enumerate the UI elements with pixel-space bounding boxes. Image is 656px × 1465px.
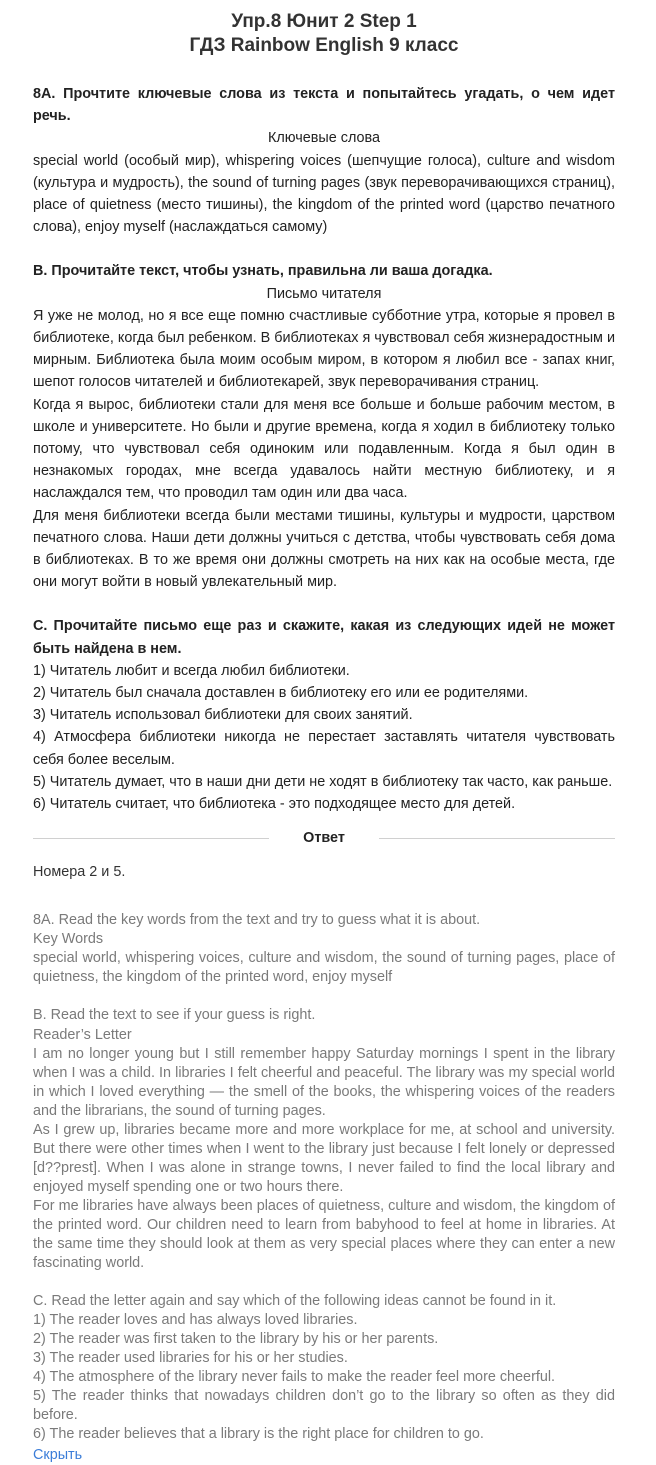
task-b-subtitle: Письмо читателя	[266, 285, 382, 302]
english-c-item: 1) The reader loves and has always loved libraries.	[33, 1312, 358, 1329]
english-c-item: 2) The reader was first taken to the library by his or her parents.	[33, 1331, 439, 1348]
task-8a-subtitle: Ключевые слова	[268, 130, 380, 147]
spacer	[33, 593, 615, 615]
task-b-heading: B. Прочитайте текст, чтобы узнать, правильна ли ваша догадка.	[33, 263, 493, 280]
task-b-paragraph: Я уже не молод, но я все еще помню счастливые субботние утра, которые я провел в библиотеке, когда был ребенком. В библиотеках я чувствовал себя жизнерадостным и мирным. Библиотека была моим особым миром, в котором я любил все - запах книг, шепот голосов читателей и библиотекарей, звук переворачивания страниц.	[33, 307, 615, 391]
divider-line-right	[379, 838, 615, 839]
task-c-item: 4) Атмосфера библиотеки никогда не перестает заставлять читателя чувствовать себя более веселым.	[33, 729, 615, 768]
english-b-heading: B. Read the text to see if your guess is right.	[33, 1007, 316, 1024]
task-8a-section	[33, 83, 615, 238]
task-c-heading: C. Прочитайте письмо еще раз и скажите, какая из следующих идей не может быть найдена в нем.	[33, 618, 615, 657]
task-c-item: 6) Читатель считает, что библиотека - это подходящее место для детей.	[33, 796, 516, 813]
english-c-item: 4) The atmosphere of the library never fails to make the reader feel more cheerful.	[33, 1369, 556, 1386]
page-title-line2: ГДЗ Rainbow English 9 класс	[189, 35, 459, 56]
spacer	[33, 987, 615, 1006]
task-b-paragraph: Когда я вырос, библиотеки стали для меня все больше и больше рабочим местом, в школе и университете. Но были и другие времена, когда я ходил в библиотеку только потому, что чувствовал себя одиноким или подавленным. Когда я был один в незнакомых городах, мне всегда удавалось найти местную библиотеку, и я наслаждался тем, что проводил там один или два часа.	[33, 396, 615, 502]
english-c-item: 3) The reader used libraries for his or her studies.	[33, 1350, 348, 1367]
hide-link[interactable]: Скрыть	[33, 1446, 83, 1463]
english-c-item: 6) The reader believes that a library is the right place for children to go.	[33, 1426, 484, 1443]
english-8a-heading: 8A. Read the key words from the text and try to guess what it is about.	[33, 912, 481, 929]
answer-divider	[33, 827, 615, 849]
english-8a-text: special world, whispering voices, culture and wisdom, the sound of turning pages, place of quietness, the kingdom of the printed word, enjoy myself	[33, 950, 615, 986]
answer-label: Ответ	[303, 830, 345, 847]
task-8a-heading: 8А. Прочтите ключевые слова из текста и попытайтесь угадать, о чем идет речь.	[33, 86, 615, 125]
english-b-paragraph: As I grew up, libraries became more and more workplace for me, at school and university. But there were other times when I went to the library just because I felt lonely or depressed [d??prest]. When I was alone in strange towns, I never failed to find the local library and enjoyed myself spending one or two hours there.	[33, 1121, 615, 1195]
task-c-item: 2) Читатель был сначала доставлен в библиотеку его или ее родителями.	[33, 685, 529, 702]
answer-text: Номера 2 и 5.	[33, 864, 126, 881]
task-b-section	[33, 260, 615, 593]
task-b-paragraph: Для меня библиотеки всегда были местами тишины, культуры и мудрости, царством печатного слова. Наши дети должны учиться с детства, чтобы чувствовать себя дома в библиотеках. В то же время они должны смотреть на них как на особые места, где они могут войти в новый увлекательный мир.	[33, 507, 615, 591]
english-b-paragraph: For me libraries have always been places of quietness, culture and wisdom, the kingdom of the printed word. Our children need to learn from babyhood to feel at home in libraries. At the same time they should look at them as very special places where they can enter a new fascinating world.	[33, 1197, 615, 1272]
spacer	[33, 1273, 615, 1292]
english-b-paragraph: I am no longer young but I still remember happy Saturday mornings I spent in the library when I was a child. In libraries I felt cheerful and peaceful. The library was my special world in which I loved everything — the smell of the books, the whispering voices of the readers and the librarians, the sound of turning pages.	[33, 1045, 615, 1119]
english-b-subtitle: Reader’s Letter	[33, 1026, 132, 1043]
english-c-section	[33, 1292, 615, 1444]
task-8a-text: special world (особый мир), whispering voices (шепчущие голоса), culture and wisdom (культура и мудрость), the sound of turning pages (звук переворачивающихся страниц), place of quietness (место тишины), the kingdom of the printed word (царство печатного слова), enjoy myself (наслаждаться самому)	[33, 152, 615, 236]
english-c-item: 5) The reader thinks that nowadays children don’t go to the library so often as they did before.	[33, 1388, 615, 1424]
english-b-section	[33, 1006, 615, 1273]
page-header	[33, 10, 615, 58]
spacer	[33, 238, 615, 260]
task-c-item: 3) Читатель использовал библиотеки для своих занятий.	[33, 707, 413, 724]
task-c-item: 1) Читатель любит и всегда любил библиотеки.	[33, 662, 350, 679]
task-c-item: 5) Читатель думает, что в наши дни дети не ходят в библиотеку так часто, как раньше.	[33, 773, 613, 790]
page-title-line1: Упр.8 Юнит 2 Step 1	[231, 11, 417, 32]
english-8a-section	[33, 911, 615, 987]
english-c-heading: C. Read the letter again and say which of the following ideas cannot be found in it.	[33, 1293, 557, 1310]
english-8a-subtitle: Key Words	[33, 931, 104, 948]
task-c-section	[33, 615, 615, 815]
divider-line-left	[33, 838, 269, 839]
